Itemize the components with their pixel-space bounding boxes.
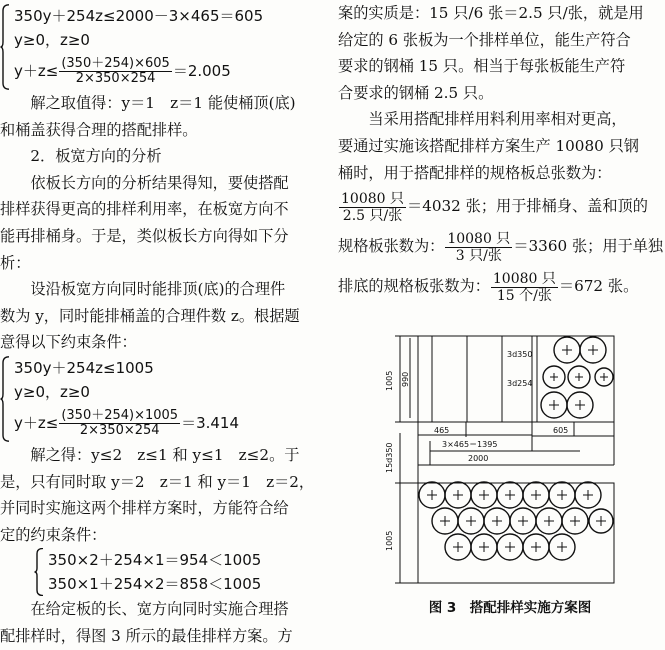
brace — [0, 356, 10, 442]
equation: 350×1＋254×2＝858＜1005 — [48, 575, 262, 594]
label-2000: 2000 — [468, 454, 489, 463]
paragraph: 解之取值得：y＝1 z＝1 能使桶顶(底) 和桶盖获得合理的搭配排样。 — [0, 94, 296, 139]
label-1005-bottom: 1005 — [385, 530, 394, 551]
paragraph: 解之得：y≤2 z≤1 和 y≤1 z≤2。于 是，只有同时取 y＝2 z＝1 和 y＝1 z＝2， 并同时实施这两个排样方案时，方能符合给 定的约束条件： — [0, 445, 315, 544]
fraction: $\frac{\text{10080 只}}{\text{2.5 只/张}}$ — [341, 190, 404, 224]
constraint-system-2 — [0, 356, 330, 442]
layout-diagram — [370, 333, 630, 599]
constraint-system-1 — [0, 4, 330, 90]
equation: 350×2＋254×1＝954＜1005 — [48, 551, 262, 570]
label-465: 465 — [434, 426, 450, 435]
equation: y≥0，z≥0 — [14, 31, 90, 49]
paragraph: 设沿板宽方向同时能排顶(底)的合理件 数为 y，同时能排桶盖的合理件数 z。根据题 意得以下约束条件： — [0, 280, 300, 352]
label-605: 605 — [553, 426, 569, 435]
equation: y≥0，z≥0 — [14, 382, 90, 401]
figure-caption: 图 3 搭配排样实施方案图 — [428, 600, 592, 616]
paragraph: 在给定板的长、宽方向同时实施合理搭 配排样时，得图 3 所示的最佳排样方案。方 — [0, 600, 293, 645]
fraction: $\frac{(350+254)\times 1005}{2\times 350\times 254}$ — [61, 407, 179, 438]
brace — [0, 4, 10, 90]
sheet-bottom — [418, 483, 614, 583]
brace — [34, 548, 44, 596]
label-calc: 3×465＝1395 — [442, 440, 498, 449]
equation: y＋z≤ $\frac{(350+254)\times 1005}{2\times 350\times 254}$ ＝3.414 — [14, 407, 240, 438]
layout-diagram-svg — [370, 333, 630, 599]
label-3d254: 3d254 — [507, 379, 533, 388]
paragraph: 依板长方向的分析结果得知，要使搭配 排样获得更高的排样利用率，在板宽方向不 能再排桶身。于是，类似板长方向得如下分 析： — [0, 173, 289, 272]
equation: 350y＋254z≤2000－3×465＝605 — [14, 7, 264, 25]
equation: 350y＋254z≤1005 — [14, 358, 154, 377]
formula-line: 规格板张数为： $\frac{\text{10080 只}}{\text{3 只/张}}$ ＝3360 张；用于单独 — [338, 230, 664, 264]
label-15d350: 15d350 — [385, 442, 394, 473]
fraction: $\frac{(350+254)\times 605}{2\times 350\times 254}$ — [61, 56, 170, 86]
fraction: $\frac{\text{10080 只}}{\text{3 只/张}}$ — [447, 230, 511, 264]
fraction: $\frac{\text{10080 只}}{\text{15 个/张}}$ — [492, 270, 556, 304]
equation: y＋z≤ $\frac{(350+254)\times 605}{2\times 350\times 254}$ ＝2.005 — [14, 56, 231, 86]
paragraph: 案的实质是：15 只/6 张＝2.5 只/张，就是用 给定的 6 张板为一个排样单位，能生产符合 要求的钢桶 15 只。相当于每张板能生产符 合要求的钢桶 2.5 只。 — [338, 4, 644, 102]
constraint-system-3 — [34, 548, 330, 596]
formula-line: 排底的规格板张数为： $\frac{\text{10080 只}}{\text{15 个/张}}$ ＝672 张。 — [338, 270, 639, 304]
label-990: 990 — [401, 371, 410, 387]
left-column — [0, 0, 330, 650]
label-1005-top: 1005 — [385, 370, 394, 391]
right-column — [338, 0, 665, 306]
label-3d350: 3d350 — [507, 350, 533, 359]
paragraph: 当采用搭配排样用料利用率相对更高， 要通过实施该搭配排样方案生产 10080 只钢 桶时，用于搭配排样的规格板总张数为： — [338, 110, 639, 182]
section-heading: 2．板宽方向的分析 — [30, 147, 162, 166]
formula-line: $\frac{\text{10080 只}}{\text{2.5 只/张}}$ ＝4032 张；用于排桶身、盖和顶的 — [341, 190, 648, 224]
